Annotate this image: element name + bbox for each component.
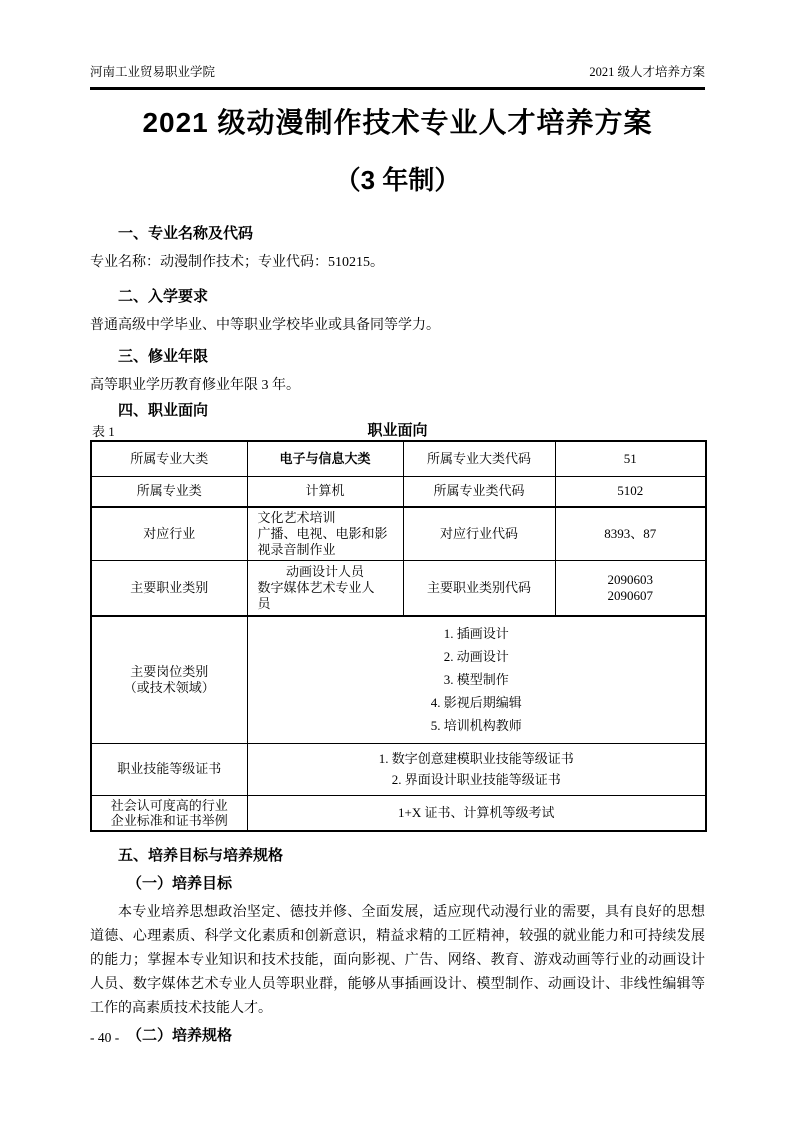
cell-standard-label [91, 795, 247, 831]
list-item: 4. 影视后期编辑 [430, 694, 522, 710]
text-line: 广播、电视、电影和影 [257, 526, 388, 541]
section-5-sub2-heading: （二）培养规格 [127, 1026, 233, 1044]
cell-class-value: 计算机 [247, 476, 403, 507]
table-row [91, 616, 706, 744]
table-caption-title: 职业面向 [367, 422, 428, 439]
text-line: 视录音制作业 [257, 542, 336, 557]
page-header [90, 0, 705, 90]
section-4-heading: 四、职业面向 [118, 402, 209, 419]
cell-industry-label: 对应行业 [91, 507, 247, 561]
cell-standard-value: 1+X 证书、计算机等级考试 [247, 795, 706, 831]
cell-occupation-code-label: 主要职业类别代码 [403, 561, 555, 616]
table-row [91, 441, 706, 476]
cell-major-class-label: 所属专业大类 [91, 441, 247, 476]
text-line: 数字媒体艺术专业人 [257, 579, 375, 595]
table-row [91, 476, 706, 507]
cell-post-category-items [247, 616, 706, 744]
header-school-name: 河南工业贸易职业学院 [90, 65, 216, 79]
cell-industry-code-label: 对应行业代码 [403, 507, 555, 561]
cell-occupation-value [247, 561, 403, 616]
list-item: 1. 插画设计 [443, 625, 509, 641]
text-line: 2090607 [607, 587, 653, 603]
list-item: 2. 动画设计 [443, 648, 509, 664]
list-item: 1. 数字创意建模职业技能等级证书 [378, 750, 574, 766]
section-2-body: 普通高级中学毕业、中等职业学校毕业或具备同等学力。 [90, 318, 440, 333]
text-line: 主要岗位类别 [130, 663, 209, 679]
section-1-body: 专业名称：动漫制作技术；专业代码：510215。 [90, 255, 384, 270]
list-item: 5. 培训机构教师 [430, 717, 522, 733]
text-line: 社会认可度高的行业 [110, 797, 228, 813]
text-line: 员 [257, 595, 271, 611]
career-orientation-table [90, 440, 707, 832]
table-caption [90, 422, 705, 440]
training-goal-paragraph: 本专业培养思想政治坚定、德技并修、全面发展，适应现代动漫行业的需要，具有良好的思想道德、心理素质、科学文化素质和创新意识，精益求精的工匠精神，较强的就业能力和可持续发展的能力；掌握本专业知识和技术技能，面向影视、广告、网络、教育、游戏动画等行业的动画设计人员、数字媒体艺术专业人员等职业群，能够从事插画设计、模型制作、动画设计、非线性编辑等工作的高素质技术技能人才。 [90, 904, 705, 1016]
section-5-heading: 五、培养目标与培养规格 [118, 846, 284, 864]
cell-occupation-label: 主要职业类别 [91, 561, 247, 616]
table-row [91, 561, 706, 616]
cell-class-code-label: 所属专业类代码 [403, 476, 555, 507]
section-2-heading: 二、入学要求 [118, 288, 209, 305]
section-3-heading: 三、修业年限 [118, 348, 209, 365]
table-caption-label: 表 1 [92, 424, 115, 439]
text-line: 企业标准和证书举例 [110, 812, 228, 828]
cell-industry-value [247, 507, 403, 561]
cell-certificate-label: 职业技能等级证书 [91, 743, 247, 795]
cell-post-category-label [91, 616, 247, 744]
table-row [91, 507, 706, 561]
section-1-heading: 一、专业名称及代码 [118, 225, 254, 242]
text-line: 2090603 [607, 571, 653, 587]
page-number: - 40 - [90, 1030, 120, 1045]
cell-major-class-code-label: 所属专业大类代码 [403, 441, 555, 476]
cell-industry-code-value: 8393、87 [555, 507, 706, 561]
document-subtitle: （3 年制） [334, 165, 461, 195]
document-title: 2021 级动漫制作技术专业人才培养方案 [142, 107, 653, 138]
list-item: 3. 模型制作 [443, 671, 509, 687]
cell-major-class-value: 电子与信息大类 [247, 441, 403, 476]
table-row [91, 795, 706, 831]
list-item: 2. 界面设计职业技能等级证书 [391, 771, 561, 787]
section-3-body: 高等职业学历教育修业年限 3 年。 [90, 378, 300, 393]
cell-class-label: 所属专业类 [91, 476, 247, 507]
text-line: （或技术领域） [123, 679, 215, 695]
header-doc-name: 2021 级人才培养方案 [589, 65, 705, 79]
cell-certificate-items [247, 743, 706, 795]
cell-major-class-code-value: 51 [555, 441, 706, 476]
text-line: 文化艺术培训 [257, 510, 336, 525]
cell-occupation-code-value [555, 561, 706, 616]
cell-class-code-value: 5102 [555, 476, 706, 507]
text-line: 动画设计人员 [285, 563, 364, 579]
table-row [91, 743, 706, 795]
section-5-sub1-heading: （一）培养目标 [127, 874, 233, 892]
